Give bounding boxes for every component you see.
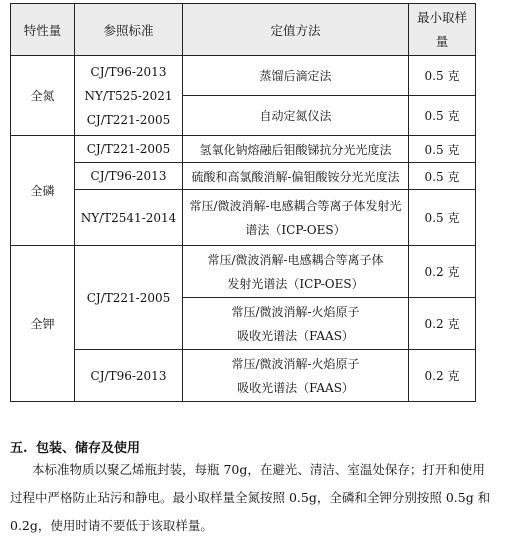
method-cell: 常压/微波消解-电感耦合等离子体 发射光谱法（ICP-OES） [183, 246, 409, 298]
table-row [11, 163, 476, 190]
property-cell: 全氮 [11, 56, 75, 136]
table-row [11, 136, 476, 163]
header-standard: 参照标准 [75, 4, 183, 56]
min-sample-cell: 0.5 克 [409, 96, 476, 136]
min-sample-cell: 0.2 克 [409, 246, 476, 298]
min-sample-cell: 0.5 克 [409, 136, 476, 163]
table-row [11, 56, 476, 96]
table-row [11, 246, 476, 298]
property-cell: 全钾 [11, 246, 75, 402]
standard-cell: CJ/T96-2013 NY/T525-2021 CJ/T221-2005 [75, 56, 183, 136]
min-sample-cell: 0.5 克 [409, 56, 476, 96]
standard-cell: CJ/T221-2005 [75, 136, 183, 163]
header-min-sample: 最小取样 量 [409, 4, 476, 56]
standard-cell: CJ/T96-2013 [75, 350, 183, 402]
section-title: 包装、储存及使用 [36, 441, 141, 456]
header-method: 定值方法 [183, 4, 409, 56]
method-cell: 氢氧化钠熔融后钼酸锑抗分光光度法 [183, 136, 409, 163]
standard-cell: NY/T2541-2014 [75, 190, 183, 246]
method-cell: 常压/微波消解-火焰原子 吸收光谱法（FAAS） [183, 298, 409, 350]
section-heading [10, 437, 140, 456]
header-property: 特性量 [11, 4, 75, 56]
section-number: 五. [10, 441, 28, 456]
table-row [11, 190, 476, 246]
standard-cell: CJ/T96-2013 [75, 163, 183, 190]
table-header-row [11, 4, 476, 56]
min-sample-cell: 0.5 克 [409, 190, 476, 246]
method-cell: 硫酸和高氯酸消解-偏钼酸铵分光光度法 [183, 163, 409, 190]
method-cell: 常压/微波消解-电感耦合等离子体发射光 谱法（ICP-OES） [183, 190, 409, 246]
method-cell: 常压/微波消解-火焰原子 吸收光谱法（FAAS） [183, 350, 409, 402]
standard-cell: CJ/T221-2005 [75, 246, 183, 350]
method-cell: 蒸馏后滴定法 [183, 56, 409, 96]
min-sample-cell: 0.5 克 [409, 163, 476, 190]
paragraph-text: 本标准物质以聚乙烯瓶封装，每瓶 70g，在避光、清洁、室温处保存；打开和使用过程中严格防止玷污和静电。最小取样量全氮按照 0.5g，全磷和全钾分别按照 0.5g 和 0.2g，使用时请不要低于该取样量。 [10, 462, 491, 533]
property-cell: 全磷 [11, 136, 75, 246]
min-sample-cell: 0.2 克 [409, 298, 476, 350]
section-paragraph [10, 456, 495, 540]
method-cell: 自动定氮仪法 [183, 96, 409, 136]
standards-table [10, 3, 476, 402]
min-sample-cell: 0.2 克 [409, 350, 476, 402]
table-row [11, 350, 476, 402]
